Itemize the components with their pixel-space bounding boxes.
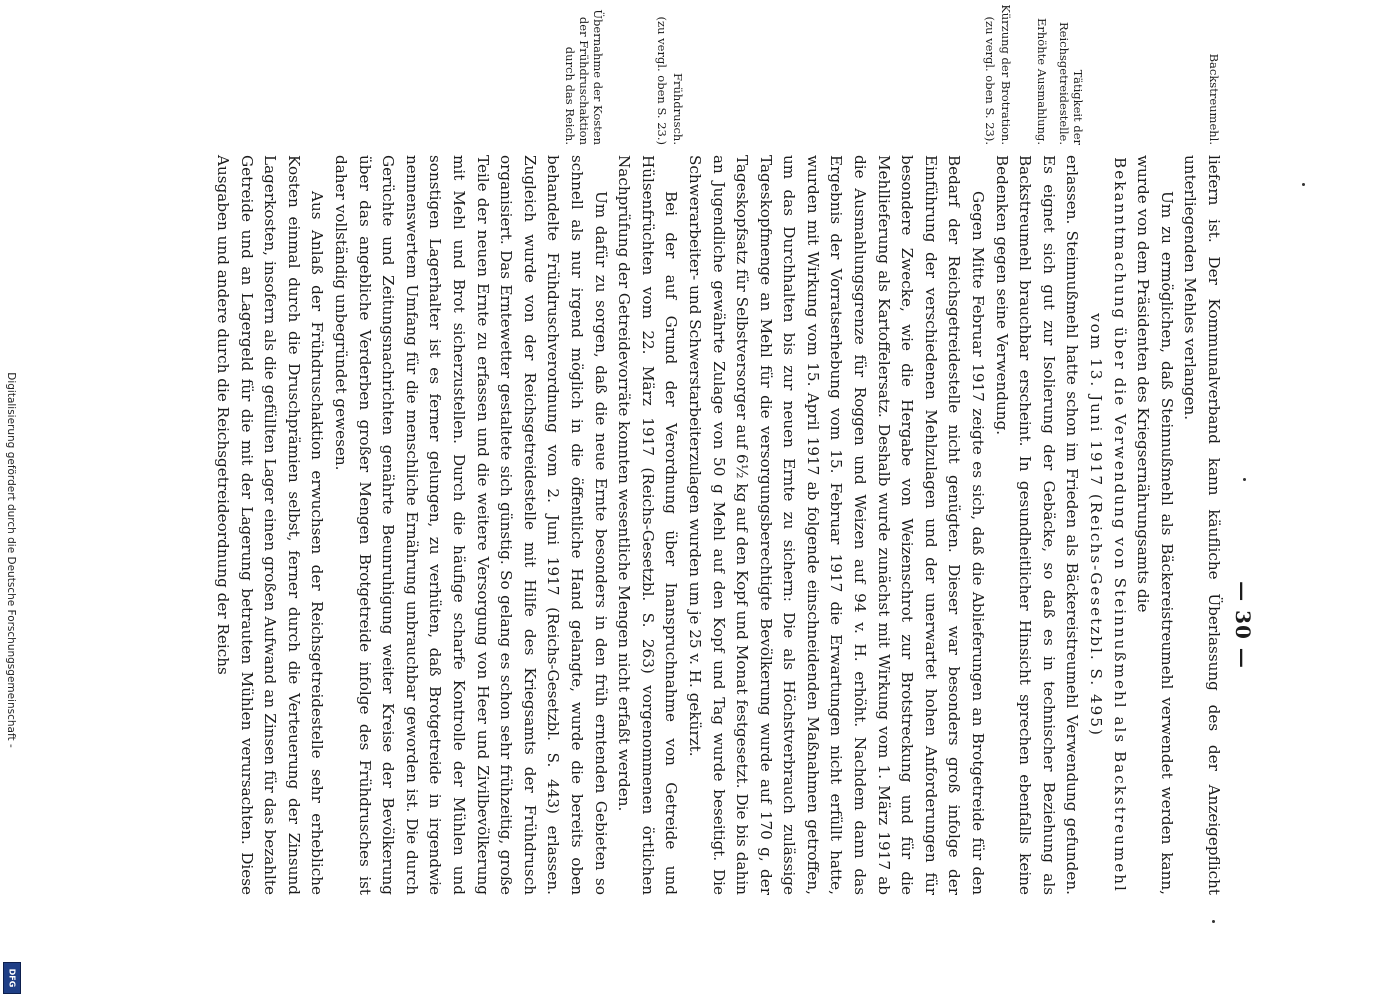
margin-note: (zu vergl. oben S. 23). (983, 16, 997, 145)
paragraph: Bei der auf Grund der Verordnung über Inanspruchnahme von Getreide und Hülsenfrüchten vom 22. März 1917 (Reichs-Gesetzbl. S. 263) vorgenommenen örtlichen Nachprüfung der Getreidevorräte konnten wesentliche Mengen nicht erfaßt werden. (615, 155, 681, 895)
paragraph: liefern ist. Der Kommunalverband kann käufliche Überlassung des der Anzeigepflicht unterliegenden Mehles verlangen. (1181, 155, 1223, 895)
rotated-page (145, 4, 1255, 895)
margin-note: (zu vergl. oben S. 23.) (655, 16, 669, 145)
speck-mark (1212, 920, 1215, 923)
page-number: — 30 — (1231, 581, 1255, 669)
speck-mark (1302, 183, 1305, 186)
margin-note: Kürzung der Brotration. (999, 4, 1013, 145)
digitization-note: Digitalisierung gefördert durch die Deutsche Forschungsgemeinschaft - (5, 372, 17, 748)
paragraph: Um dafür zu sorgen, daß die neue Ernte besonders in den früh erntenden Gebieten so schnell als nur irgend möglich in die öffentliche Hand gelangte, wurde die bereits oben behandelte Frühdruschverordnung vom 2. Juni 1917 (Reichs-Gesetzbl. S. 443) erlassen. Zugleich wurde von der Reichsgetreidestelle mit Hilfe des Kriegsamts der Frühdrusch organisiert. Das Erntewetter gestaltete sich günstig. So gelang es schon sehr frühzeitig, große Teile der neuen Ernte zu erfassen und die weitere Versorgung von Heer und Zivilbevölkerung mit Mehl und Brot sicherzustellen. Durch die häufige scharfe Kontrolle der Mühlen und sonstigen Lagerhalter ist es ferner gelungen, zu verhüten, daß Brotgetreide in irgendwie nennenswertem Umfang für die menschliche Ernährung unbrauchbar geworden ist. Die durch Gerüchte und Zeitungsnachrichten genährte Beunruhigung weiter Kreise der Bevölkerung über das angebliche Verderben großer Mengen Brotgetreide infolge des Frühdrusches ist daher vollständig unbegründet gewesen. (332, 155, 610, 895)
paragraph: Gegen Mitte Februar 1917 zeigte es sich, daß die Ablieferungen an Brotgetreide für den Bedarf der Reichsgetreidestelle nicht genügten. Dieser war besonders groß infolge der Einführung der verschiedenen Mehlzulagen und der unerwartet hohen Anforderungen für besondere Zwecke, wie die Hergabe von Weizenschrot zur Brotstreckung und für die Mehllieferung als Kartoffelersatz. Deshalb wurde zunächst mit Wirkung vom 1. März 1917 ab die Ausmahlungsgrenze für Roggen und Weizen auf 94 v. H. erhöht. Nachdem dann das Ergebnis der Vorratserhebung vom 15. Februar 1917 die Erwartungen nicht erfüllt hatte, wurden mit Wirkung vom 15. April 1917 ab folgende einschneidenden Maßnahmen getroffen, um das Durchhalten bis zur neuen Ernte zu sichern: Die als Höchstverbrauch zulässige Tageskopfmenge an Mehl für die versorgungsberechtigte Bevölkerung wurde auf 170 g, der Tageskopfsatz für Selbstversorger auf 6½ kg auf den Kopf und Monat festgesetzt. Die bis dahin an Jugendliche gewährte Zulage von 50 g Mehl auf den Kopf und Tag wurde beseitigt. Die Schwerarbeiter- und Schwerstarbeiterzulagen wurden um je 25 v. H. gekürzt. (685, 155, 988, 895)
dfg-logo-icon (3, 962, 21, 994)
paragraph-title: Bekanntmachung über die Verwendung von Steinnußmehl als Backstreumehl vom 13. Juni 1917 (Reichs-Gesetzbl. S. 495) (1087, 157, 1129, 893)
margin-note: Frühdrusch. (671, 73, 685, 145)
digitization-strip (0, 0, 22, 1000)
dfg-logo-text: DFG (7, 968, 17, 988)
paragraph: Aus Anlaß der Frühdruschaktion erwuchsen der Reichsgetreidestelle sehr erhebliche Kosten einmal durch die Druschprämien selbst, ferner durch die Verteuerung der Zinsund Lagerkosten, insofern als die gefüllten Lager einen großen Aufwand an Zinsen für das bezahlte Getreide und an Lagergeld für die mit der Lagerung betrauten Mühlen verursachten. Diese Ausgaben und andere durch die Reichsgetreideordnung der Reichs (214, 155, 327, 895)
margin-note: Tätigkeit der Reichsgetreidestelle. (1057, 22, 1085, 145)
margin-note: Übernahme der Kosten der Frühdruschaktion durch das Reich. (563, 9, 605, 145)
margin-note: Backstreumehl. (1207, 53, 1221, 145)
main-text (210, 155, 1225, 895)
paragraph: erlassen. Steinnußmehl hatte schon im Frieden als Bäckereistreumehl Verwendung gefunden. Es eignet sich gut zur Isolierung der Gebäcke, so daß es in technischer Beziehung als Backstreumehl brauchbar erscheint. In gesundheitlicher Hinsicht sprechen ebenfalls keine Bedenken gegen seine Verwendung. (992, 155, 1082, 895)
margin-note: Erhöhte Ausmahlung. (1035, 18, 1049, 145)
paragraph: Um zu ermöglichen, daß Steinnußmehl als Bäckereistreumehl verwendet werden kann, wurde von dem Präsidenten des Kriegsernährungsamts die (1134, 155, 1176, 895)
